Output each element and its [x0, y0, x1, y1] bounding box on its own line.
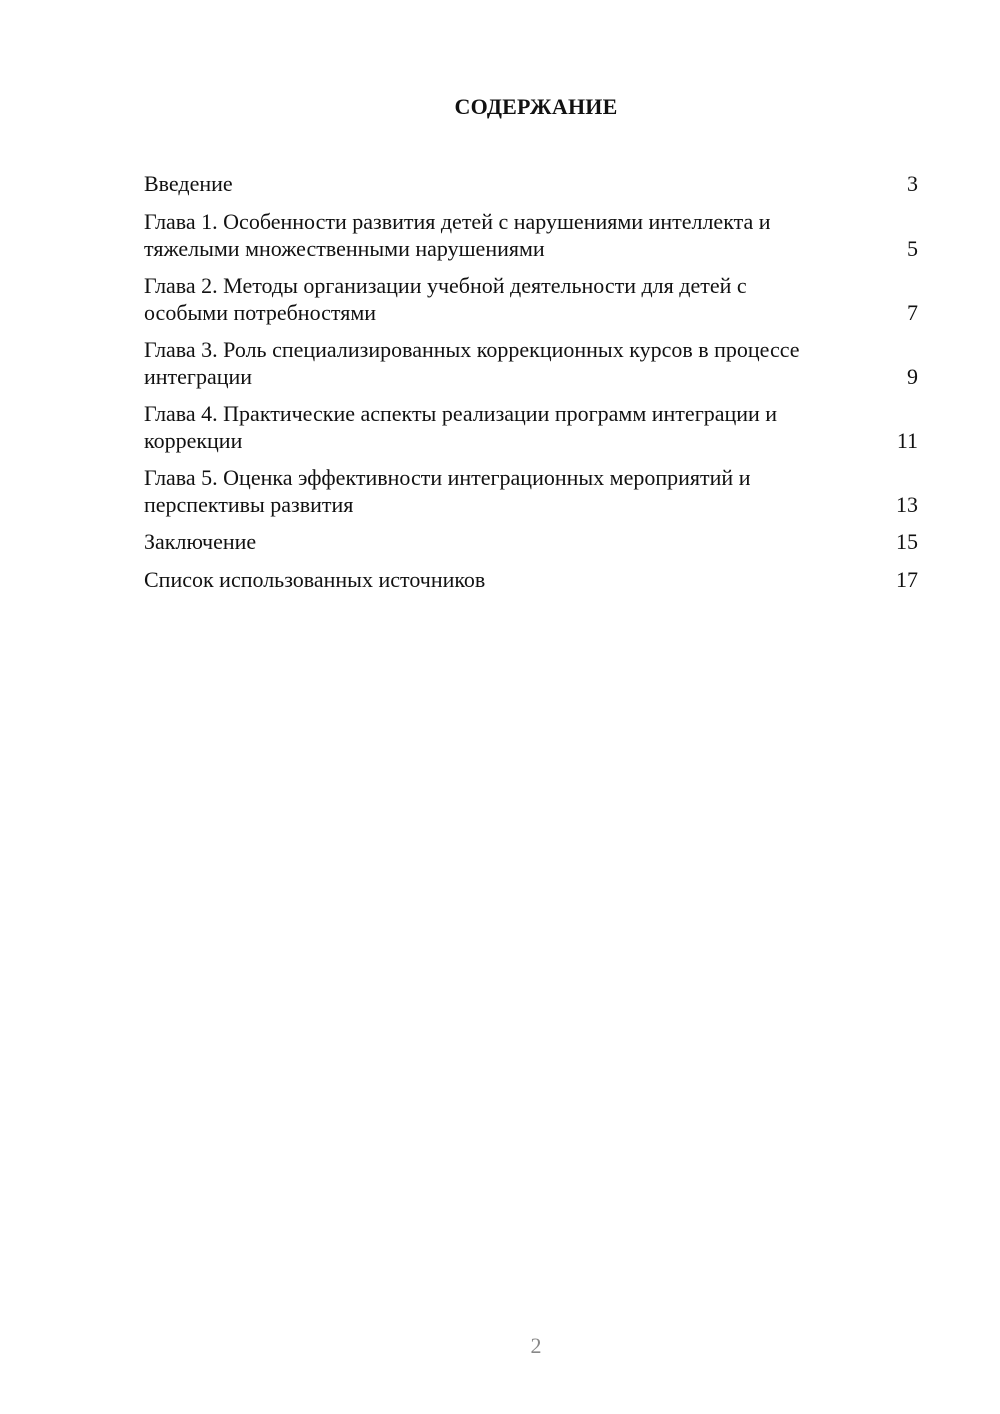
toc-entry-conclusion [144, 528, 918, 555]
toc-entry-title: Список использованных источников [144, 567, 486, 592]
toc-entry-introduction [144, 170, 918, 197]
toc-entry-page: 17 [896, 567, 918, 592]
toc-entry-title: Глава 5. Оценка эффективности интеграционных мероприятий и перспективы развития [144, 465, 751, 517]
toc-entry-chapter-1 [144, 208, 918, 262]
table-of-contents [144, 170, 918, 604]
toc-entry-page: 13 [896, 492, 918, 517]
toc-entry-page: 5 [907, 236, 918, 261]
toc-entry-page: 7 [907, 300, 918, 325]
toc-entry-chapter-2 [144, 272, 918, 326]
toc-entry-chapter-5 [144, 464, 918, 518]
toc-entry-page: 15 [896, 529, 918, 554]
toc-entry-chapter-4 [144, 400, 918, 454]
toc-entry-title: Глава 4. Практические аспекты реализации программ интеграции и коррекции [144, 401, 778, 453]
toc-entry-title: Глава 2. Методы организации учебной деятельности для детей с особыми потребностями [144, 273, 747, 325]
toc-entry-title: Введение [144, 171, 233, 196]
page-title: СОДЕРЖАНИЕ [454, 94, 618, 119]
toc-entry-title: Глава 1. Особенности развития детей с нарушениями интеллекта и тяжелыми множественными нарушениями [144, 209, 771, 261]
toc-entry-references [144, 566, 918, 593]
toc-entry-page: 11 [896, 428, 918, 453]
toc-entry-title: Глава 3. Роль специализированных коррекционных курсов в процессе интеграции [144, 337, 800, 389]
toc-entry-chapter-3 [144, 336, 918, 390]
page-number: 2 [530, 1333, 542, 1358]
toc-entry-page: 3 [907, 171, 918, 196]
toc-entry-page: 9 [907, 364, 918, 389]
toc-entry-title: Заключение [144, 529, 257, 554]
